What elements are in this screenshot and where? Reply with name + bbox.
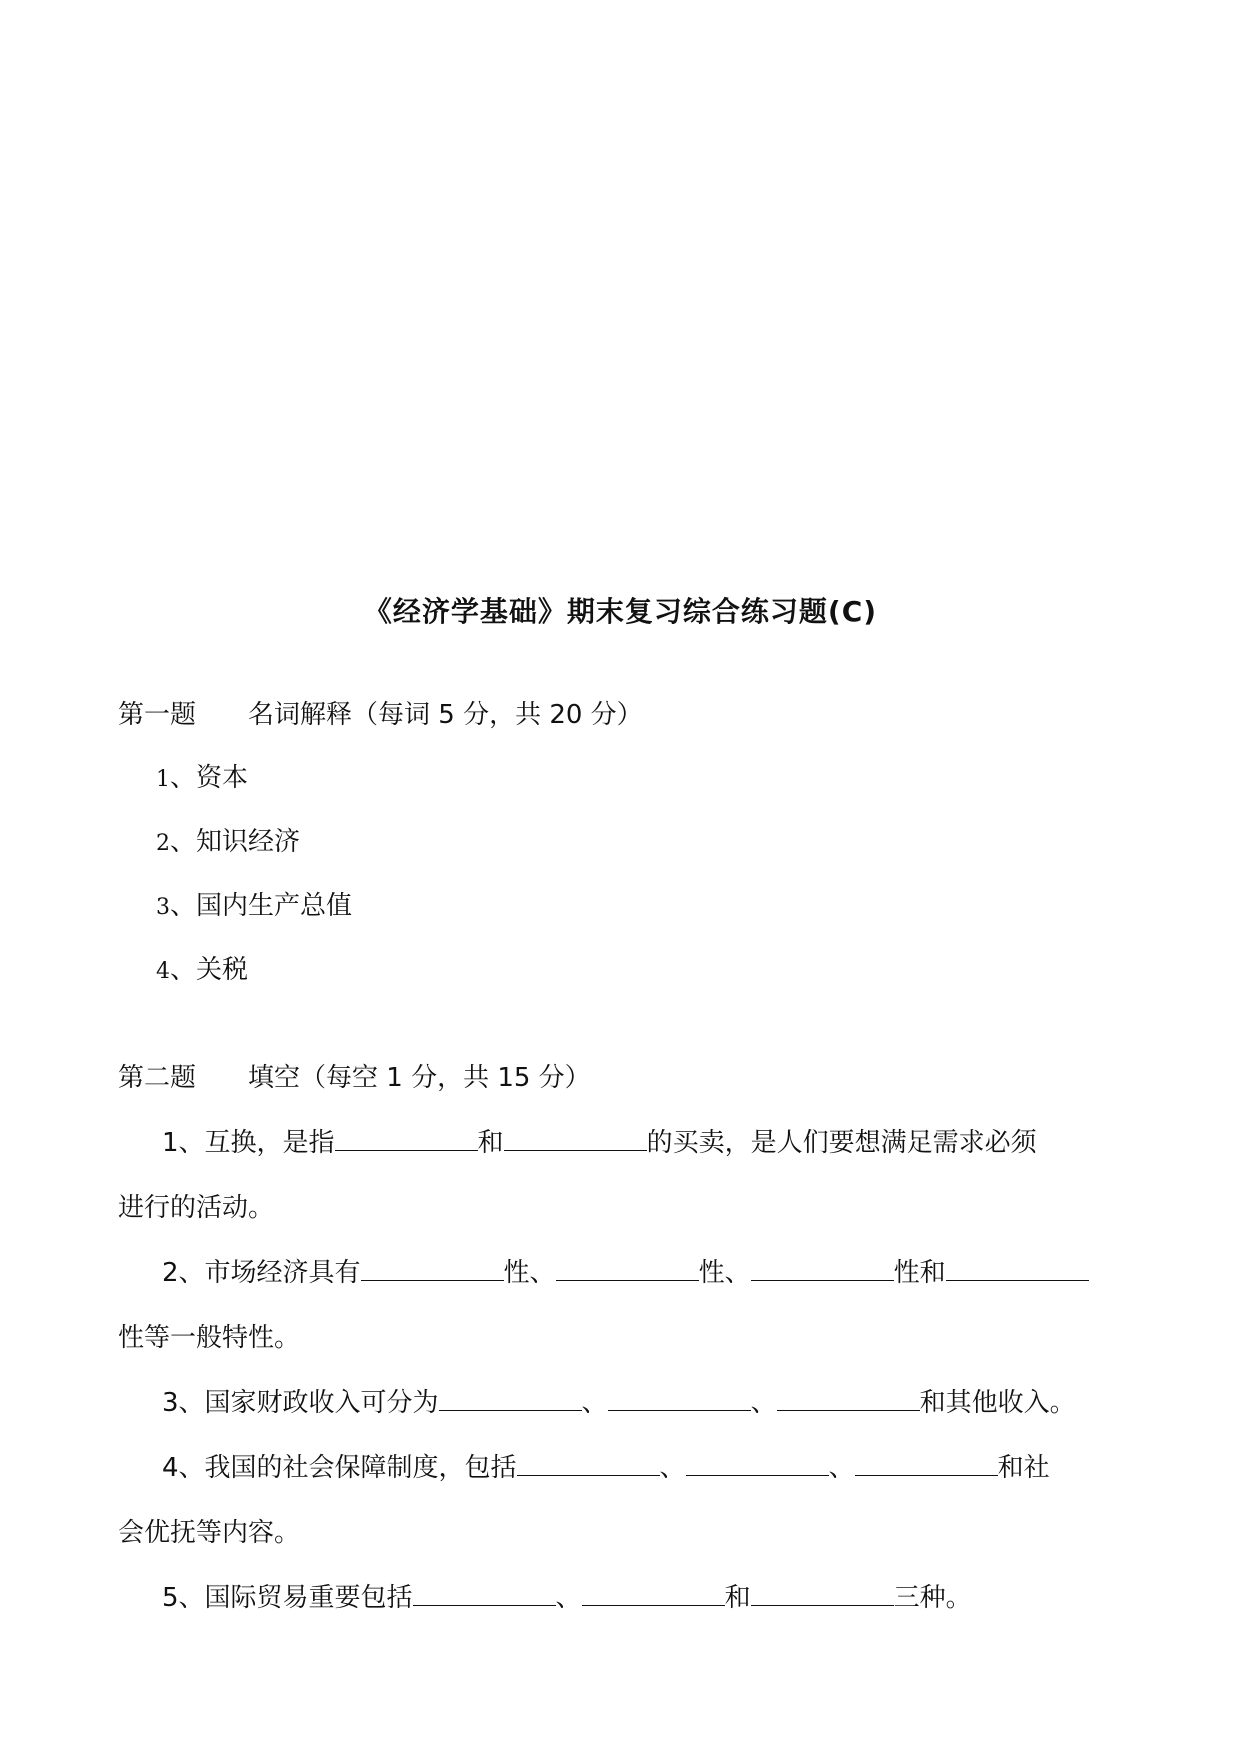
question-text: 、 — [750, 1388, 777, 1418]
section-2-number: 第二题 — [118, 1063, 197, 1093]
term-item — [156, 757, 248, 794]
term-index: 3 — [156, 895, 170, 920]
fill-question-2 — [162, 1252, 1089, 1289]
fill-question-4-continued: 会优抚等内容。 — [118, 1518, 301, 1548]
answer-blank[interactable] — [686, 1453, 829, 1476]
question-text: 、 — [828, 1453, 855, 1483]
question-text: 3、国家财政收入可分为 — [162, 1388, 439, 1418]
term-index: 2 — [156, 831, 170, 856]
question-text: 性、 — [503, 1258, 556, 1288]
question-text: 、 — [581, 1388, 608, 1418]
answer-blank[interactable] — [855, 1453, 998, 1476]
term-separator: 、 — [170, 763, 197, 793]
term-index: 1 — [156, 767, 170, 792]
answer-blank[interactable] — [946, 1258, 1089, 1281]
fill-question-2-continued: 性等一般特性。 — [118, 1323, 301, 1353]
term-text: 资本 — [196, 763, 249, 793]
answer-blank[interactable] — [413, 1583, 556, 1606]
answer-blank[interactable] — [361, 1258, 504, 1281]
answer-blank[interactable] — [556, 1258, 699, 1281]
section-1-title: 名词解释（每词 5 分，共 20 分） — [248, 700, 643, 730]
question-text: 性、 — [698, 1258, 751, 1288]
section-1-number: 第一题 — [118, 700, 197, 730]
section-2-heading — [118, 1057, 591, 1094]
section-2-title: 填空（每空 1 分，共 15 分） — [248, 1063, 591, 1093]
fill-question-5 — [162, 1577, 972, 1614]
question-text: 和其他收入。 — [919, 1388, 1076, 1418]
term-index: 4 — [156, 959, 170, 984]
term-item — [156, 949, 248, 986]
question-text: 和社 — [997, 1453, 1050, 1483]
fill-question-1 — [162, 1122, 1037, 1159]
question-text: 2、市场经济具有 — [162, 1258, 361, 1288]
question-text: 和 — [477, 1128, 504, 1158]
fill-question-1-continued: 进行的活动。 — [118, 1193, 275, 1223]
term-text: 国内生产总值 — [196, 891, 353, 921]
question-text: 、 — [659, 1453, 686, 1483]
answer-blank[interactable] — [517, 1453, 660, 1476]
term-item — [156, 821, 300, 858]
fill-question-3 — [162, 1382, 1076, 1419]
term-separator: 、 — [170, 955, 197, 985]
answer-blank[interactable] — [335, 1128, 478, 1151]
answer-blank[interactable] — [439, 1388, 582, 1411]
term-separator: 、 — [170, 827, 197, 857]
section-1-heading — [118, 694, 643, 731]
fill-question-4 — [162, 1447, 1050, 1484]
question-text: 三种。 — [893, 1583, 972, 1613]
question-text: 性和 — [893, 1258, 946, 1288]
answer-blank[interactable] — [777, 1388, 920, 1411]
answer-blank[interactable] — [751, 1258, 894, 1281]
question-text: 5、国际贸易重要包括 — [162, 1583, 413, 1613]
answer-blank[interactable] — [504, 1128, 647, 1151]
question-text: 、 — [555, 1583, 582, 1613]
answer-blank[interactable] — [751, 1583, 894, 1606]
question-text: 的买卖，是人们要想满足需求必须 — [646, 1128, 1037, 1158]
question-text: 和 — [724, 1583, 751, 1613]
document-title: 《经济学基础》期末复习综合练习题(C) — [363, 595, 878, 628]
answer-blank[interactable] — [582, 1583, 725, 1606]
term-text: 知识经济 — [196, 827, 301, 857]
term-text: 关税 — [196, 955, 249, 985]
answer-blank[interactable] — [608, 1388, 751, 1411]
term-separator: 、 — [170, 891, 197, 921]
term-item — [156, 885, 352, 922]
question-text: 1、互换，是指 — [162, 1128, 335, 1158]
question-text: 4、我国的社会保障制度，包括 — [162, 1453, 517, 1483]
